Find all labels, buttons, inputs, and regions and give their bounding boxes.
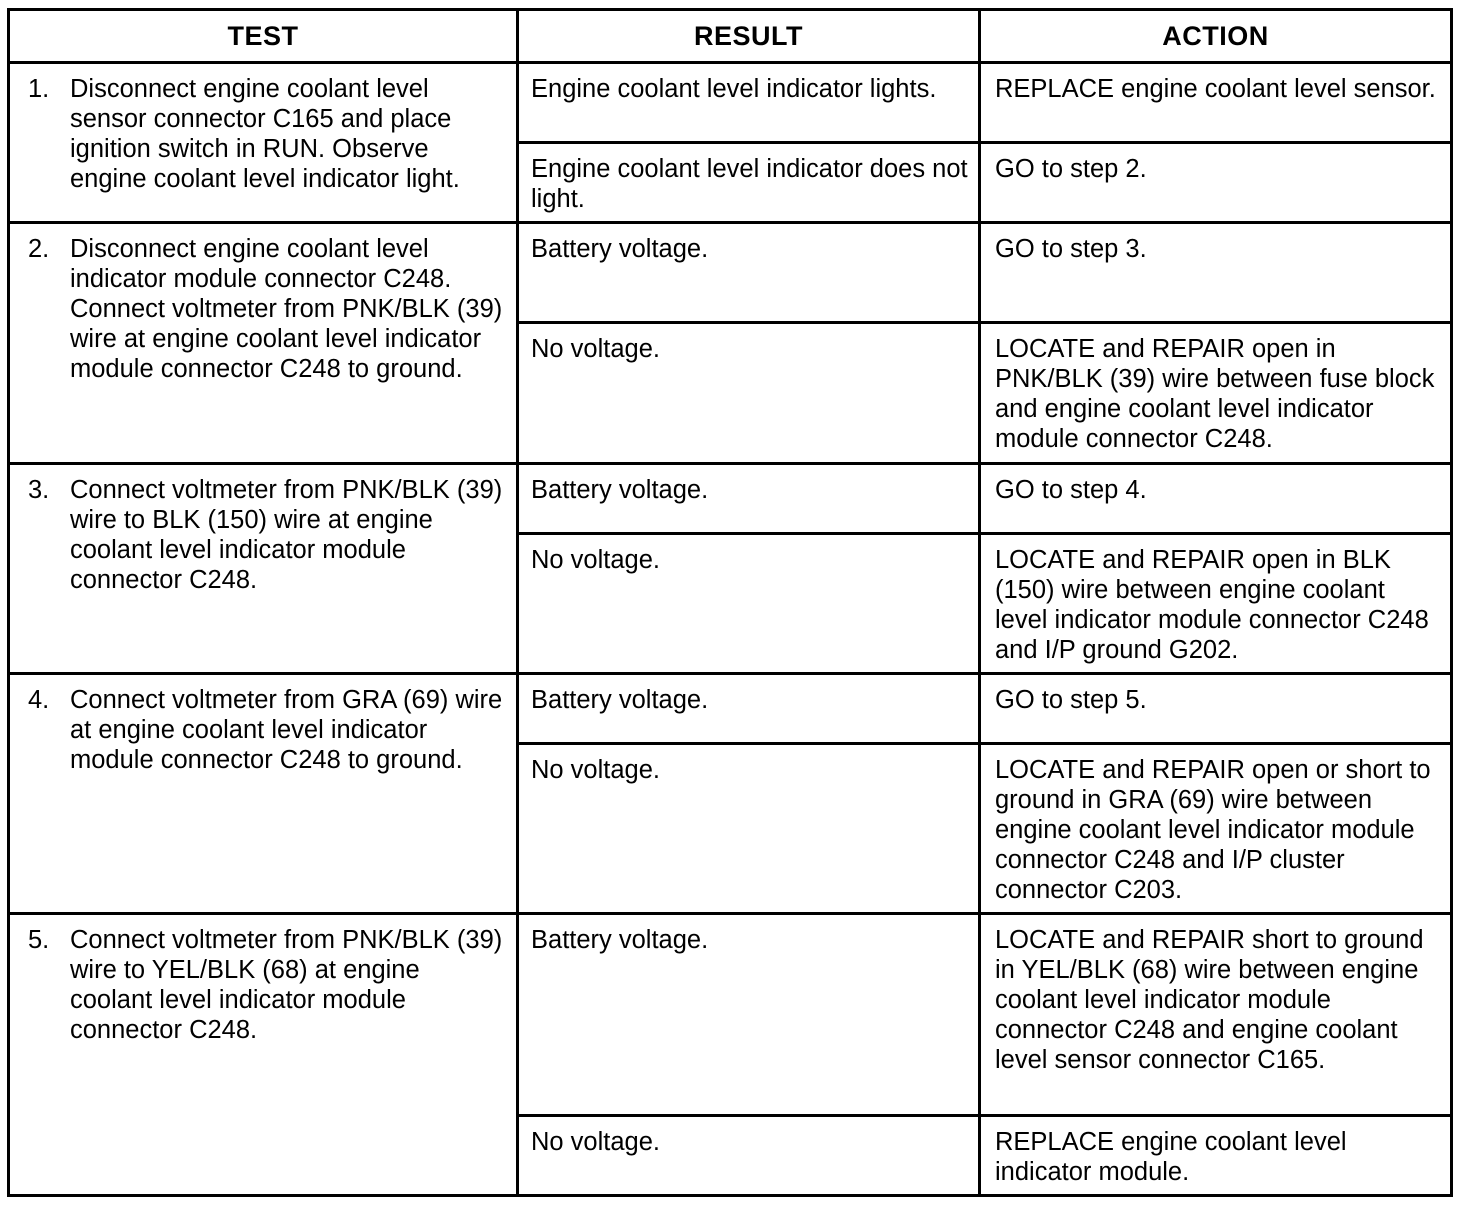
result-cell: Battery voltage. <box>518 674 980 744</box>
result-cell: No voltage. <box>518 1115 980 1195</box>
test-cell <box>9 63 518 223</box>
result-cell: Battery voltage. <box>518 463 980 533</box>
step-number: 4. <box>28 686 50 715</box>
action-cell: REPLACE engine coolant level sensor. <box>980 63 1452 143</box>
action-cell: GO to step 5. <box>980 674 1452 744</box>
action-cell: LOCATE and REPAIR short to ground in YEL/BLK (68) wire between engine coolant level indicator module connector C248 and engine coolant level sensor connector C165. <box>980 914 1452 1115</box>
table-row <box>9 674 1452 744</box>
result-cell: Engine coolant level indicator does not light. <box>518 143 980 223</box>
result-cell: No voltage. <box>518 744 980 914</box>
result-cell: No voltage. <box>518 323 980 463</box>
table-row <box>9 63 1452 143</box>
step-number: 5. <box>28 926 50 955</box>
result-cell: Battery voltage. <box>518 914 980 1115</box>
step-number: 2. <box>28 235 50 264</box>
action-cell: GO to step 3. <box>980 223 1452 323</box>
test-text: Connect voltmeter from GRA (69) wire at engine coolant level indicator module connector C248 to ground. <box>70 686 503 775</box>
action-cell: LOCATE and REPAIR open in PNK/BLK (39) wire between fuse block and engine coolant level indicator module connector C248. <box>980 323 1452 463</box>
header-test: TEST <box>9 10 518 63</box>
test-text: Disconnect engine coolant level sensor connector C165 and place ignition switch in RUN. Observe engine coolant level indicator light. <box>70 75 460 193</box>
step-number: 3. <box>28 475 50 504</box>
action-cell: LOCATE and REPAIR open or short to ground in GRA (69) wire between engine coolant level indicator module connector C248 and I/P cluster connector C203. <box>980 744 1452 914</box>
action-cell: GO to step 4. <box>980 463 1452 533</box>
test-cell <box>9 223 518 463</box>
test-text: Connect voltmeter from PNK/BLK (39) wire to BLK (150) wire at engine coolant level indicator module connector C248. <box>70 475 503 594</box>
test-text: Disconnect engine coolant level indicator module connector C248. Connect voltmeter from PNK/BLK (39) wire at engine coolant level indicator module connector C248 to ground. <box>70 235 503 384</box>
table-row <box>9 463 1452 533</box>
action-cell: GO to step 2. <box>980 143 1452 223</box>
table-row <box>9 223 1452 323</box>
result-cell: Battery voltage. <box>518 223 980 323</box>
test-text: Connect voltmeter from PNK/BLK (39) wire to YEL/BLK (68) at engine coolant level indicator module connector C248. <box>70 926 503 1045</box>
step-number: 1. <box>28 75 50 103</box>
header-row <box>9 10 1452 63</box>
test-cell <box>9 674 518 914</box>
action-cell: LOCATE and REPAIR open in BLK (150) wire between engine coolant level indicator module connector C248 and I/P ground G202. <box>980 533 1452 673</box>
test-cell <box>9 463 518 673</box>
header-action: ACTION <box>980 10 1452 63</box>
test-cell <box>9 914 518 1196</box>
table-row <box>9 914 1452 1115</box>
header-result: RESULT <box>518 10 980 63</box>
result-cell: No voltage. <box>518 533 980 673</box>
result-cell: Engine coolant level indicator lights. <box>518 63 980 143</box>
diagnostic-table <box>7 8 1453 1197</box>
action-cell: REPLACE engine coolant level indicator module. <box>980 1115 1452 1195</box>
